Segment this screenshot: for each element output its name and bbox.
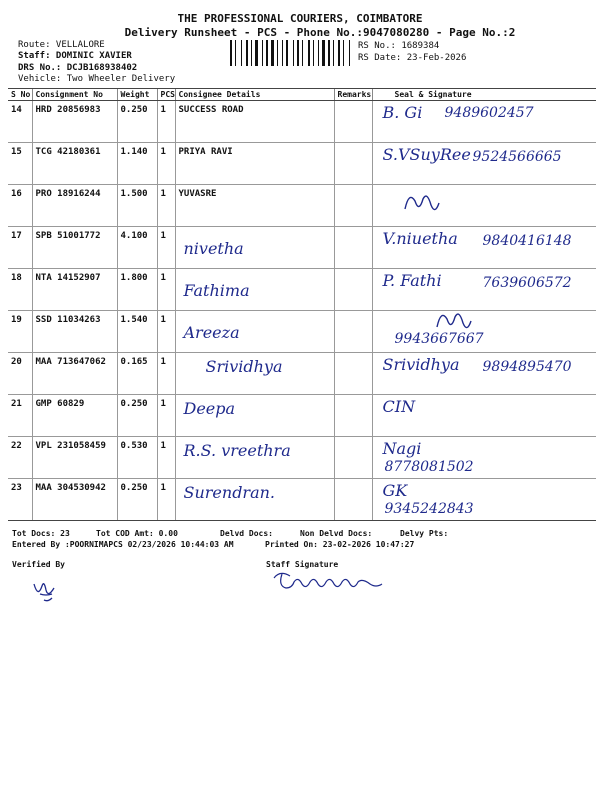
table-row	[8, 269, 596, 311]
col-header-weight: Weight	[117, 89, 157, 101]
cell-remarks	[334, 101, 372, 143]
cell-weight: 4.100	[117, 227, 157, 269]
col-header-sno: S No	[8, 89, 32, 101]
cell-serial-no: 21	[8, 395, 32, 437]
signature-name: S.VSuyRee	[382, 145, 471, 164]
entered-by: Entered By :POORNIMAPCS 02/23/2026 10:44:03 AM	[12, 540, 234, 549]
printed-on: Printed On: 23-02-2026 10:47:27	[265, 540, 415, 549]
cell-seal-signature	[372, 185, 596, 227]
table-header-row	[8, 89, 596, 101]
cell-serial-no: 16	[8, 185, 32, 227]
cell-serial-no: 18	[8, 269, 32, 311]
table-row	[8, 185, 596, 227]
delivered-docs: Delvd Docs:	[220, 529, 273, 538]
cell-remarks	[334, 479, 372, 521]
barcode-graphic	[230, 40, 352, 66]
cell-pcs: 1	[157, 227, 175, 269]
signature-name: B. Gi	[382, 103, 423, 122]
cell-consignment-no: MAA 713647062	[32, 353, 117, 395]
table-row	[8, 437, 596, 479]
drs-number: DRS No.: DCJB168938402	[18, 63, 138, 73]
cell-weight: 1.540	[117, 311, 157, 353]
consignee-handwritten-name: Srividhya	[205, 357, 283, 376]
consignee-handwritten-name: Deepa	[183, 399, 236, 418]
cell-remarks	[334, 185, 372, 227]
signature-name: V.niuetha	[382, 229, 458, 248]
cell-consignment-no: GMP 60829	[32, 395, 117, 437]
cell-serial-no: 19	[8, 311, 32, 353]
vehicle-label: Vehicle: Two Wheeler Delivery	[18, 74, 176, 84]
cell-pcs: 1	[157, 395, 175, 437]
cell-consignee-details	[175, 143, 334, 185]
delivery-points: Delvy Pts:	[400, 529, 449, 538]
consignee-name: YUVASRE	[178, 189, 217, 199]
cell-pcs: 1	[157, 353, 175, 395]
signature-phone: 7639606572	[482, 275, 572, 291]
runsheet-table	[8, 88, 596, 521]
cell-serial-no: 22	[8, 437, 32, 479]
cell-pcs: 1	[157, 101, 175, 143]
cell-pcs: 1	[157, 311, 175, 353]
cell-consignee-details	[175, 479, 334, 521]
cell-consignment-no: SSD 11034263	[32, 311, 117, 353]
cell-consignment-no: VPL 231058459	[32, 437, 117, 479]
company-name: THE PROFESSIONAL COURIERS, COIMBATORE	[177, 12, 423, 25]
signature-scribble	[433, 311, 473, 338]
consignee-handwritten-name: Fathima	[183, 281, 250, 300]
runsheet-title: Delivery Runsheet - PCS - Phone No.:9047080280 - Page No.:2	[124, 26, 516, 39]
signature-name: CIN	[382, 397, 416, 416]
cell-remarks	[334, 143, 372, 185]
signature-phone: 9894895470	[482, 359, 572, 375]
route-label: Route: VELLALORE	[18, 40, 105, 50]
consignee-handwritten-name: R.S. vreethra	[183, 441, 291, 460]
verified-signature-scribble	[30, 576, 60, 604]
cell-pcs: 1	[157, 185, 175, 227]
cell-consignee-details	[175, 269, 334, 311]
signature-scribble	[401, 189, 441, 219]
cell-consignee-details	[175, 437, 334, 479]
cell-weight: 0.165	[117, 353, 157, 395]
cell-seal-signature	[372, 227, 596, 269]
cell-serial-no: 17	[8, 227, 32, 269]
consignee-handwritten-name: Surendran.	[183, 483, 276, 502]
col-header-signature: Seal & Signature	[372, 89, 596, 101]
cell-consignment-no: HRD 20856983	[32, 101, 117, 143]
cell-weight: 0.250	[117, 101, 157, 143]
cell-consignment-no: NTA 14152907	[32, 269, 117, 311]
signature-name: Nagi	[382, 439, 422, 458]
cell-seal-signature	[372, 395, 596, 437]
cell-remarks	[334, 311, 372, 353]
signature-name: Srividhya	[382, 355, 460, 374]
signature-phone: 8778081502	[384, 459, 474, 475]
signature-phone: 9840416148	[482, 233, 572, 249]
rs-date: RS Date: 23-Feb-2026	[358, 53, 467, 63]
table-row	[8, 311, 596, 353]
cell-seal-signature	[372, 437, 596, 479]
staff-signature-scribble	[270, 568, 390, 594]
signature-name: P. Fathi	[382, 271, 442, 290]
cell-consignee-details	[175, 311, 334, 353]
cell-remarks	[334, 353, 372, 395]
cell-pcs: 1	[157, 437, 175, 479]
cell-pcs: 1	[157, 143, 175, 185]
cell-consignee-details	[175, 101, 334, 143]
verified-by-label: Verified By	[12, 560, 65, 569]
cell-remarks	[334, 395, 372, 437]
cell-consignment-no: MAA 304530942	[32, 479, 117, 521]
staff-signature-label: Staff Signature	[266, 560, 339, 569]
rs-number: RS No.: 1689384	[358, 41, 440, 51]
cell-remarks	[334, 227, 372, 269]
signature-name: GK	[382, 481, 408, 500]
cell-remarks	[334, 269, 372, 311]
signature-phone: 9943667667	[394, 331, 484, 347]
cell-consignment-no: SPB 51001772	[32, 227, 117, 269]
cell-remarks	[334, 437, 372, 479]
cell-consignment-no: PRO 18916244	[32, 185, 117, 227]
consignee-name: SUCCESS ROAD	[178, 105, 244, 115]
consignee-name: PRIYA RAVI	[178, 147, 233, 157]
consignee-handwritten-name: Areeza	[183, 323, 240, 342]
cell-seal-signature	[372, 101, 596, 143]
total-docs: Tot Docs: 23	[12, 529, 70, 538]
cell-serial-no: 15	[8, 143, 32, 185]
col-header-consignee: Consignee Details	[175, 89, 334, 101]
cell-serial-no: 20	[8, 353, 32, 395]
col-header-consignment: Consignment No	[32, 89, 117, 101]
signature-phone: 9345242843	[384, 501, 474, 517]
cell-consignee-details	[175, 185, 334, 227]
cell-seal-signature	[372, 311, 596, 353]
cell-seal-signature	[372, 353, 596, 395]
cell-weight: 0.530	[117, 437, 157, 479]
cell-pcs: 1	[157, 479, 175, 521]
cell-consignee-details	[175, 395, 334, 437]
cell-consignment-no: TCG 42180361	[32, 143, 117, 185]
cell-seal-signature	[372, 143, 596, 185]
table-row	[8, 101, 596, 143]
cell-weight: 1.800	[117, 269, 157, 311]
signature-phone: 9489602457	[444, 105, 534, 121]
cell-serial-no: 14	[8, 101, 32, 143]
cell-seal-signature	[372, 269, 596, 311]
total-cod-amount: Tot COD Amt: 0.00	[96, 529, 178, 538]
cell-serial-no: 23	[8, 479, 32, 521]
cell-pcs: 1	[157, 269, 175, 311]
cell-weight: 0.250	[117, 479, 157, 521]
table-row	[8, 353, 596, 395]
cell-weight: 1.140	[117, 143, 157, 185]
cell-consignee-details	[175, 353, 334, 395]
table-row	[8, 143, 596, 185]
table-row	[8, 479, 596, 521]
signature-phone: 9524566665	[472, 149, 562, 165]
table-row	[8, 395, 596, 437]
table-row	[8, 227, 596, 269]
non-delivered-docs: Non Delvd Docs:	[300, 529, 373, 538]
cell-consignee-details	[175, 227, 334, 269]
col-header-remarks: Remarks	[334, 89, 372, 101]
cell-seal-signature	[372, 479, 596, 521]
cell-weight: 1.500	[117, 185, 157, 227]
col-header-pcs: PCS	[157, 89, 175, 101]
cell-weight: 0.250	[117, 395, 157, 437]
consignee-handwritten-name: nivetha	[183, 239, 244, 258]
staff-label: Staff: DOMINIC XAVIER	[18, 51, 132, 61]
